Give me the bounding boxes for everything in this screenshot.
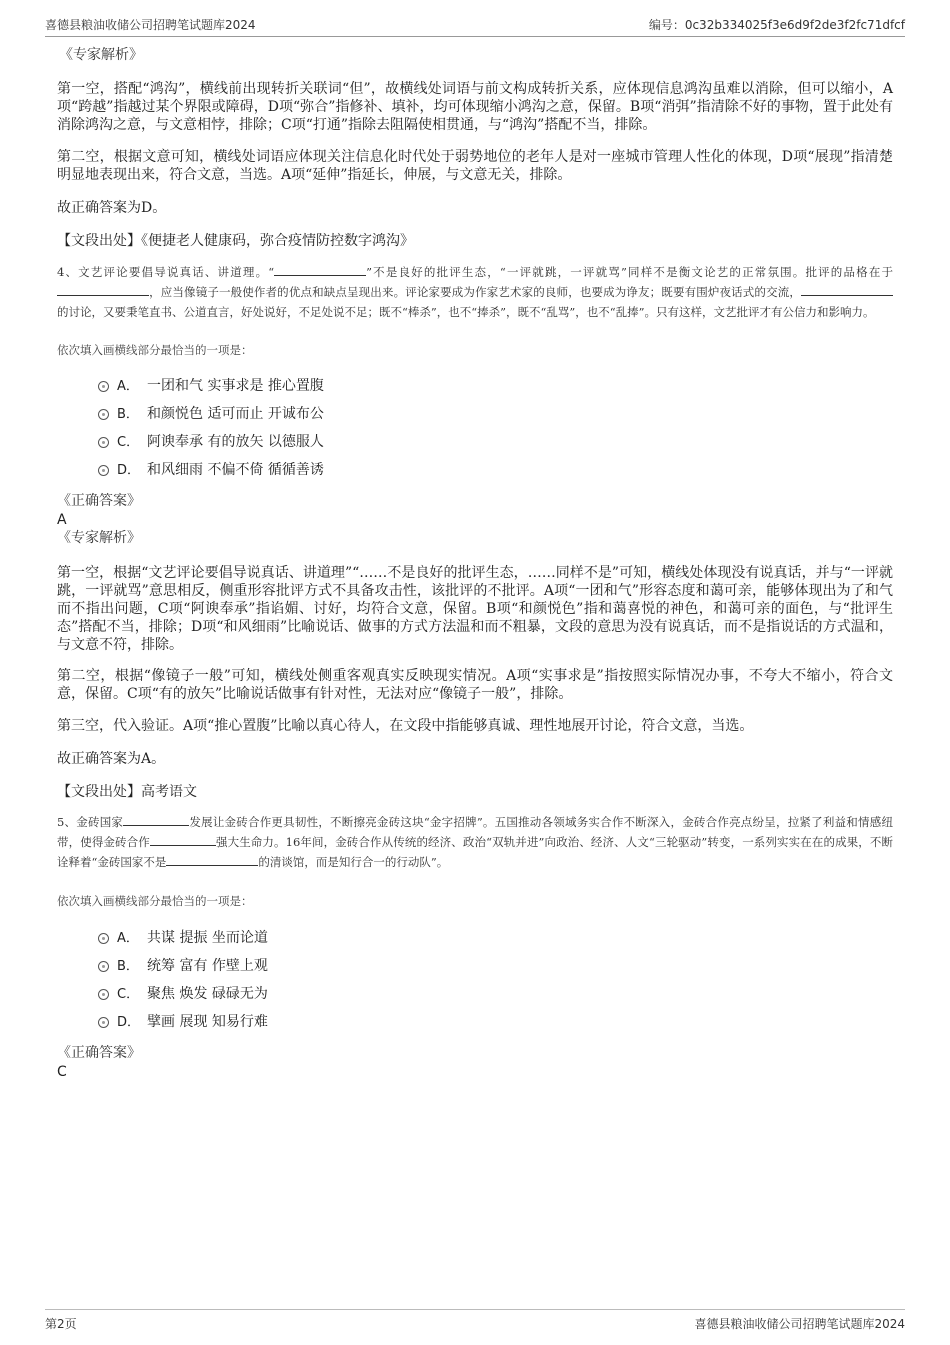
answer-label: 《正确答案》 <box>57 1045 141 1061</box>
page-number: 第2页 <box>45 1317 77 1331</box>
radio-icon[interactable] <box>98 989 109 1000</box>
analysis-paragraph: 第二空，根据“像镜子一般”可知，横线处侧重客观真实反映现实情况。A项“实事求是”指按照实际情况办事，不夸大不缩小，符合文意，保留。C项“有的放矢”比喻说话做事有针对性，无法对应“像镜子一般”，排除。 <box>57 668 893 702</box>
option-a[interactable]: A． 一团和气 实事求是 推心置腹 <box>57 372 893 400</box>
correct-answer: C <box>57 1064 67 1080</box>
page-footer <box>45 1309 905 1331</box>
analysis-paragraph: 第一空，根据“文艺评论要倡导说真话、讲道理”“……不是良好的批评生态，……同样不是”可知，横线处体现没有说真话，并与“一评就跳，一评就骂”意思相反，侧重形容批评方式不具备攻击性，该批评的不批评。A项“一团和气”形容态度和蔼可亲，能够体现出为了和气而不指出问题，C项“阿谀奉承”指谄媚、讨好，均符合文意，保留。B项“和颜悦色”指和蔼喜悦的神色，和蔼可亲的面色，与“批评生态”搭配不当，排除；D项“和风细雨”比喻说话、做事的方式方法温和而不粗暴，文段的意思为没有说真话，而不是指说话的方式温和，与文意不符，排除。 <box>57 565 893 653</box>
option-c[interactable]: C． 阿谀奉承 有的放矢 以德服人 <box>57 428 893 456</box>
header-document-id: 编号：0c32b334025f3e6d9f2de3f2fc71dfcf <box>648 18 905 32</box>
answer-blank <box>57 283 149 296</box>
source-note: 【文段出处】高考语文 <box>57 784 197 800</box>
question-5-stem: 5、金砖国家 发展让金砖合作更具韧性，不断擦亮金砖这块“金字招牌”。五国推动各领域务实合作不断深入，金砖合作亮点纷呈，拉紧了利益和情感纽带，使得金砖合作 强大生命力。16年间，金砖合作从传统的经济、政治“双轨并进”向政治、经济、人文“三轮驱动”转变，一系列实实在在的成果，不断诠释着“金砖国家不是 的清谈馆，而是知行合一的行动队”。 <box>57 815 893 869</box>
radio-icon[interactable] <box>98 437 109 448</box>
answer-label: 《正确答案》 <box>57 493 141 509</box>
analysis-paragraph: 第一空，搭配“鸿沟”，横线前出现转折关联词“但”，故横线处词语与前文构成转折关系，应体现信息鸿沟虽难以消除，但可以缩小，A项“跨越”指越过某个界限或障碍，D项“弥合”指修补、填补，均可体现缩小鸿沟之意，保留。B项“消弭”指清除不好的事物，置于此处有消除鸿沟之意，与文意相悖，排除；C项“打通”指除去阻隔使相贯通，与“鸿沟”搭配不当，排除。 <box>57 81 893 133</box>
analysis-paragraph: 第三空，代入验证。A项“推心置腹”比喻以真心待人，在文段中指能够真诚、理性地展开讨论，符合文意，当选。 <box>57 718 754 734</box>
answer-blank <box>801 283 893 296</box>
question-prompt: 依次填入画横线部分最恰当的一项是： <box>57 343 253 357</box>
analysis-paragraph: 第二空，根据文意可知，横线处词语应体现关注信息化时代处于弱势地位的老年人是对一座城市管理人性化的体现，D项“展现”指清楚明显地表现出来，符合文意，当选。A项“延伸”指延长，伸展，与文意无关，排除。 <box>57 149 893 183</box>
option-b[interactable]: B． 和颜悦色 适可而止 开诚布公 <box>57 400 893 428</box>
option-list <box>57 372 893 484</box>
analysis-label: 《专家解析》 <box>57 530 141 546</box>
conclusion: 故正确答案为D。 <box>57 200 167 216</box>
header-title: 喜德县粮油收储公司招聘笔试题库2024 <box>45 18 256 32</box>
answer-blank <box>274 263 366 276</box>
analysis-label: 《专家解析》 <box>59 47 143 63</box>
page-header <box>45 14 905 37</box>
radio-icon[interactable] <box>98 381 109 392</box>
source-note: 【文段出处】《便捷老人健康码，弥合疫情防控数字鸿沟》 <box>57 233 414 249</box>
radio-icon[interactable] <box>98 465 109 476</box>
option-list <box>57 924 893 1036</box>
radio-icon[interactable] <box>98 1017 109 1028</box>
footer-title: 喜德县粮油收储公司招聘笔试题库2024 <box>694 1317 905 1331</box>
radio-icon[interactable] <box>98 933 109 944</box>
option-c[interactable]: C． 聚焦 焕发 碌碌无为 <box>57 980 893 1008</box>
option-d[interactable]: D． 擘画 展现 知易行难 <box>57 1008 893 1036</box>
option-d[interactable]: D． 和风细雨 不偏不倚 循循善诱 <box>57 456 893 484</box>
question-prompt: 依次填入画横线部分最恰当的一项是： <box>57 894 253 908</box>
option-b[interactable]: B． 统筹 富有 作壁上观 <box>57 952 893 980</box>
correct-answer: A <box>57 512 67 528</box>
conclusion: 故正确答案为A。 <box>57 751 166 767</box>
question-4-stem: 4、文艺评论要倡导说真话、讲道理。“ ”不是良好的批评生态，“一评就跳，一评就骂”同样不是衡文论艺的正常氛围。批评的品格在于，应当像镜子一般使作者的优点和缺点呈现出来。评论家要成为作家艺术家的良师，也要成为诤友；既要有围炉夜话式的交流，的讨论，又要秉笔直书、公道直言，好处说好，不足处说不足；既不“棒杀”，也不“捧杀”，既不“乱骂”，也不“乱捧”。只有这样，文艺批评才有公信力和影响力。 <box>57 265 893 319</box>
radio-icon[interactable] <box>98 409 109 420</box>
page-content <box>57 46 893 1081</box>
answer-blank <box>166 853 258 866</box>
answer-blank <box>123 813 189 826</box>
answer-blank <box>150 833 216 846</box>
radio-icon[interactable] <box>98 961 109 972</box>
option-a[interactable]: A． 共谋 提振 坐而论道 <box>57 924 893 952</box>
